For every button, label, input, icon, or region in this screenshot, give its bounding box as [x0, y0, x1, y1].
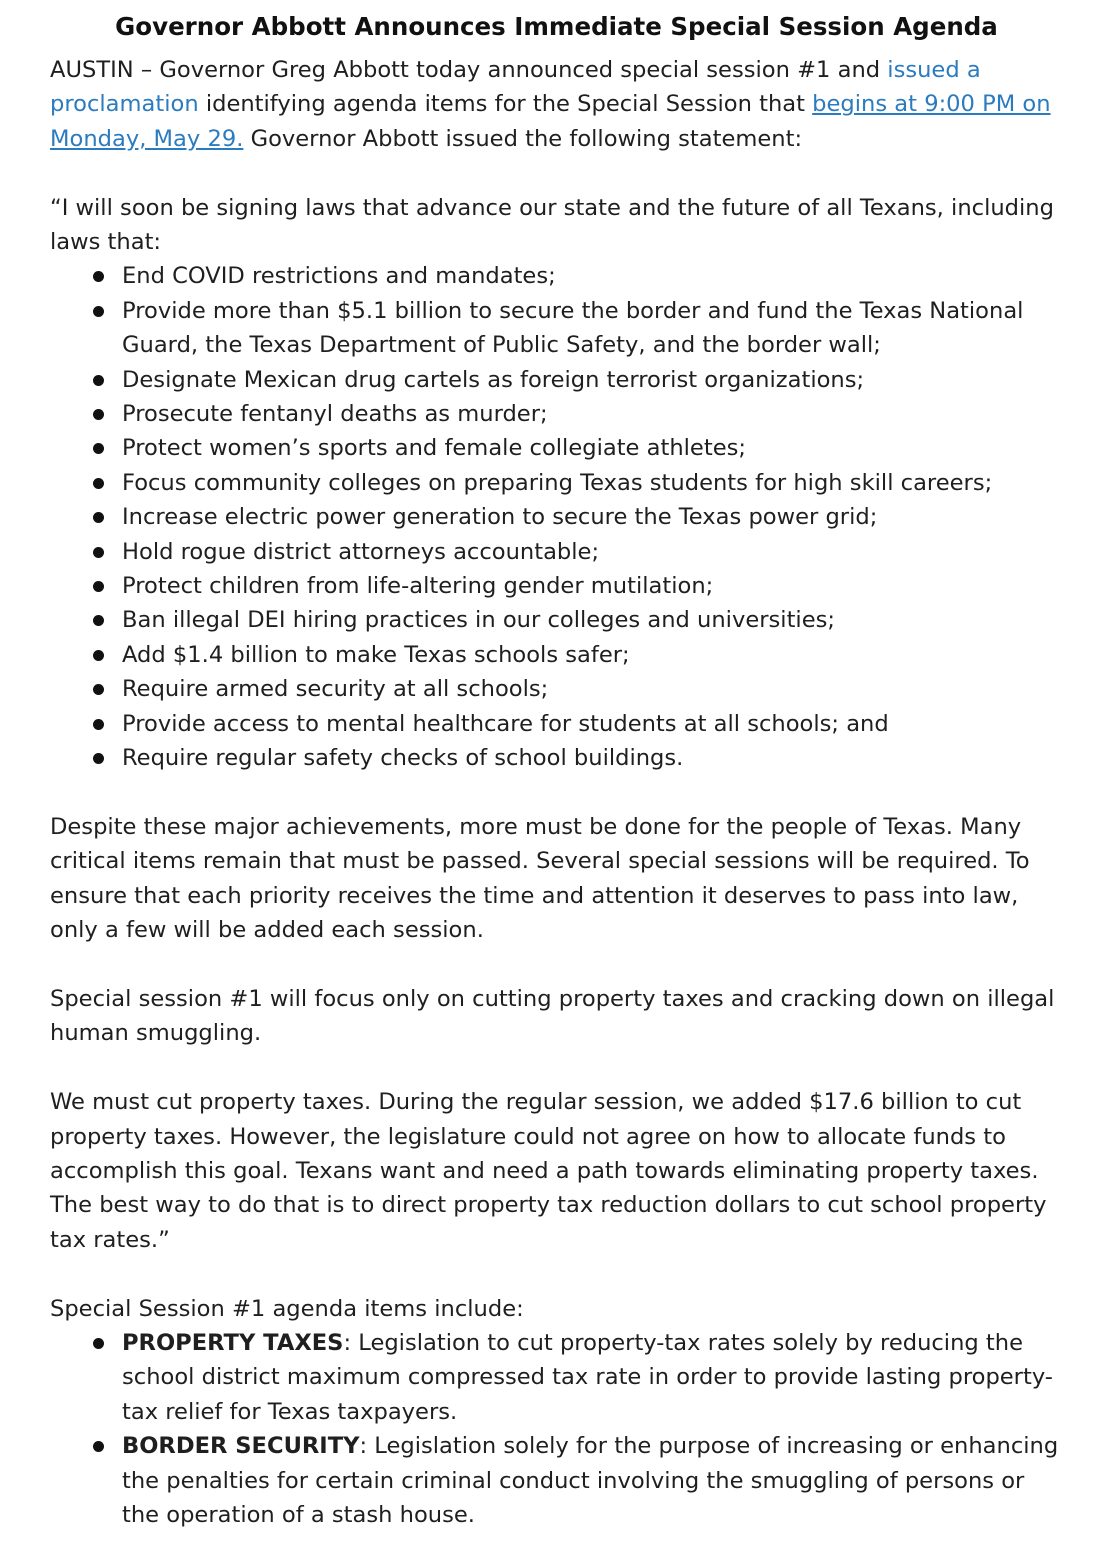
agenda-text: : Legislation solely for the purpose of increasing or enhancing the penalties for certain criminal conduct involving the smuggling of persons or the operation of a stash house. — [122, 1433, 1059, 1528]
list-item: Protect children from life-altering gender mutilation; — [50, 569, 1063, 603]
agenda-intro: Special Session #1 agenda items include: — [50, 1295, 524, 1322]
intro-paragraph — [50, 53, 1063, 156]
list-item: Increase electric power generation to secure the Texas power grid; — [50, 500, 1063, 534]
agenda-text: : Legislation to cut property-tax rates solely by reducing the school district maximum compressed tax rate in order to provide lasting property-tax relief for Texas taxpayers. — [122, 1329, 1053, 1425]
proclamation-link[interactable]: issued a proclamation — [50, 57, 981, 118]
agenda-item-property-taxes — [50, 1326, 1063, 1429]
list-item: Prosecute fentanyl deaths as murder; — [50, 397, 1063, 431]
page-title: Governor Abbott Announces Immediate Special Session Agenda — [115, 12, 998, 41]
session-date-link[interactable]: begins at 9:00 PM on Monday, May 29. — [50, 91, 1051, 152]
paragraph-taxes: We must cut property taxes. During the regular session, we added $17.6 billion to cut property taxes. However, the legislature could not agree on how to allocate funds to accomplish this goal. Texans want and need a path towards eliminating property taxes. The best way to do that is to direct property tax reduction dollars to cut school property tax rates.” — [50, 1089, 1047, 1253]
list-item: Provide access to mental healthcare for students at all schools; and — [50, 707, 1063, 741]
list-item: Hold rogue district attorneys accountable; — [50, 535, 1063, 569]
paragraph-focus: Special session #1 will focus only on cutting property taxes and cracking down on illegal human smuggling. — [50, 985, 1055, 1047]
list-item: Protect women’s sports and female collegiate athletes; — [50, 431, 1063, 465]
list-item: Designate Mexican drug cartels as foreign terrorist organizations; — [50, 363, 1063, 397]
agenda-label: BORDER SECURITY — [122, 1433, 360, 1460]
laws-list — [50, 259, 1063, 775]
intro-prefix: AUSTIN – Governor Greg Abbott today announced special session #1 and — [50, 57, 888, 83]
list-item: Provide more than $5.1 billion to secure the border and fund the Texas National Guard, the Texas Department of Public Safety, and the border wall; — [50, 294, 1063, 363]
agenda-item-border-security — [50, 1429, 1063, 1532]
list-item: Focus community colleges on preparing Texas students for high skill careers; — [50, 466, 1063, 500]
agenda-label: PROPERTY TAXES — [122, 1329, 344, 1356]
intro-middle: identifying agenda items for the Special Session that — [198, 91, 813, 118]
paragraph-despite: Despite these major achievements, more must be done for the people of Texas. Many critical items remain that must be passed. Several special sessions will be required. To ensure that each priority receives the time and attention it deserves to pass into law, only a few will be added each session. — [50, 813, 1030, 944]
list-item: Ban illegal DEI hiring practices in our colleges and universities; — [50, 603, 1063, 637]
list-item: Require armed security at all schools; — [50, 672, 1063, 706]
statement-intro: “I will soon be signing laws that advance our state and the future of all Texans, including laws that: — [50, 194, 1054, 256]
list-item: Require regular safety checks of school buildings. — [50, 741, 1063, 775]
list-item: Add $1.4 billion to make Texas schools safer; — [50, 638, 1063, 672]
list-item: End COVID restrictions and mandates; — [50, 259, 1063, 293]
intro-suffix: Governor Abbott issued the following statement: — [243, 125, 803, 152]
agenda-list — [50, 1326, 1063, 1532]
